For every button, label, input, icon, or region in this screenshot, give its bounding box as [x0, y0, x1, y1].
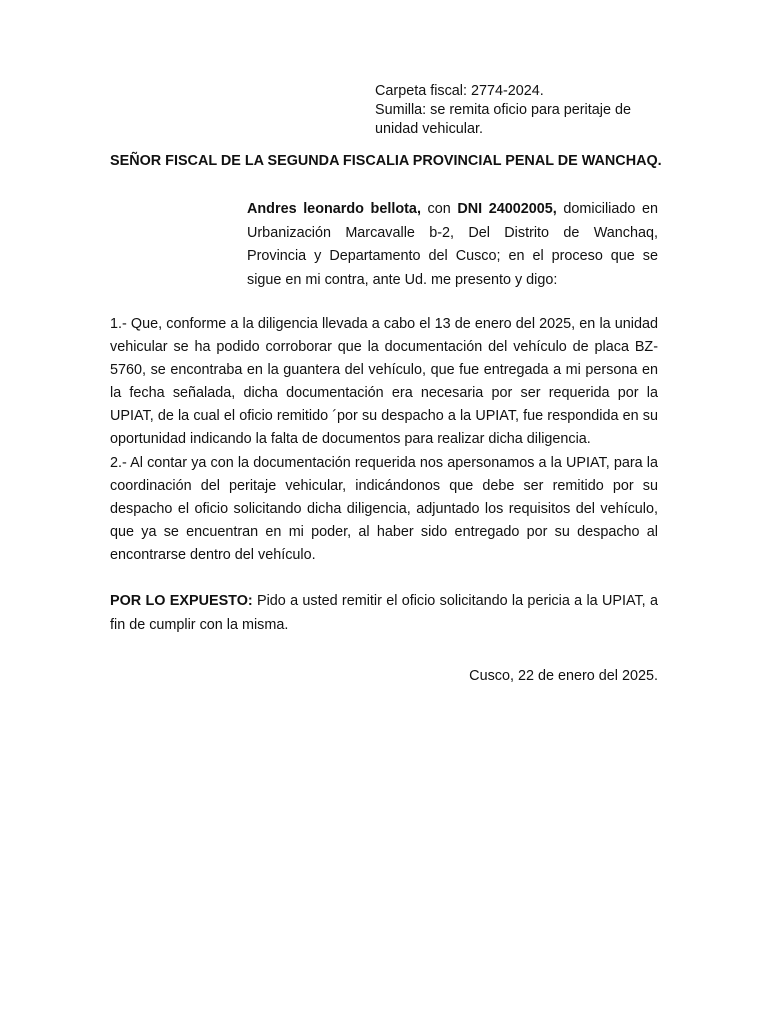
point-2-paragraph: 2.- Al contar ya con la documentación requerida nos apersonamos a la UPIAT, para la coordinación del peritaje vehicular, indicándonos que debe ser remitido por su despacho el oficio solicitando dicha diligencia, adjuntado los requisitos del vehículo, que ya se encuentran en mi poder, al haber sido entregado por su despacho al encontrarse dentro del vehículo.	[110, 454, 658, 563]
intro-text-2: domiciliado en Urbanización Marcavalle b-2, Del Distrito de Wanchaq, Provincia y Departamento del Cusco; en el proceso que se sigue en mi contra, ante Ud. me presento y digo:	[247, 201, 658, 289]
case-number: Carpeta fiscal: 2774-2024.	[375, 83, 544, 99]
summary-line-2: unidad vehicular.	[375, 121, 484, 137]
applicant-name: Andres leonardo bellota,	[247, 201, 421, 217]
case-header	[375, 82, 665, 139]
intro-paragraph	[247, 198, 658, 293]
intro-text-1: con	[420, 201, 458, 217]
place-date-line: Cusco, 22 de enero del 2025.	[469, 668, 658, 684]
petition-body	[110, 313, 658, 567]
closing-text: Pido a usted remitir el oficio solicitando la pericia a la UPIAT, a fin de cumplir con la misma.	[110, 593, 658, 633]
summary-line-1: Sumilla: se remita oficio para peritaje de	[375, 102, 631, 118]
closing-paragraph	[110, 590, 658, 637]
applicant-dni: DNI 24002005,	[457, 201, 557, 217]
addressee-heading: SEÑOR FISCAL DE LA SEGUNDA FISCALIA PROVINCIAL PENAL DE WANCHAQ.	[110, 153, 662, 169]
closing-label: POR LO EXPUESTO:	[110, 593, 253, 609]
point-1-paragraph: 1.- Que, conforme a la diligencia llevada a cabo el 13 de enero del 2025, en la unidad vehicular se ha podido corroborar que la documentación del vehículo de placa BZ- 5760, se encontraba en la guantera del vehículo, que fue entregada a mi persona en la fecha señalada, dicha documentación era necesaria por ser requerida por la UPIAT, de la cual el oficio remitido ´por su despacho a la UPIAT, fue respondida en su oportunidad indicando la falta de documentos para realizar dicha diligencia.	[110, 316, 658, 448]
